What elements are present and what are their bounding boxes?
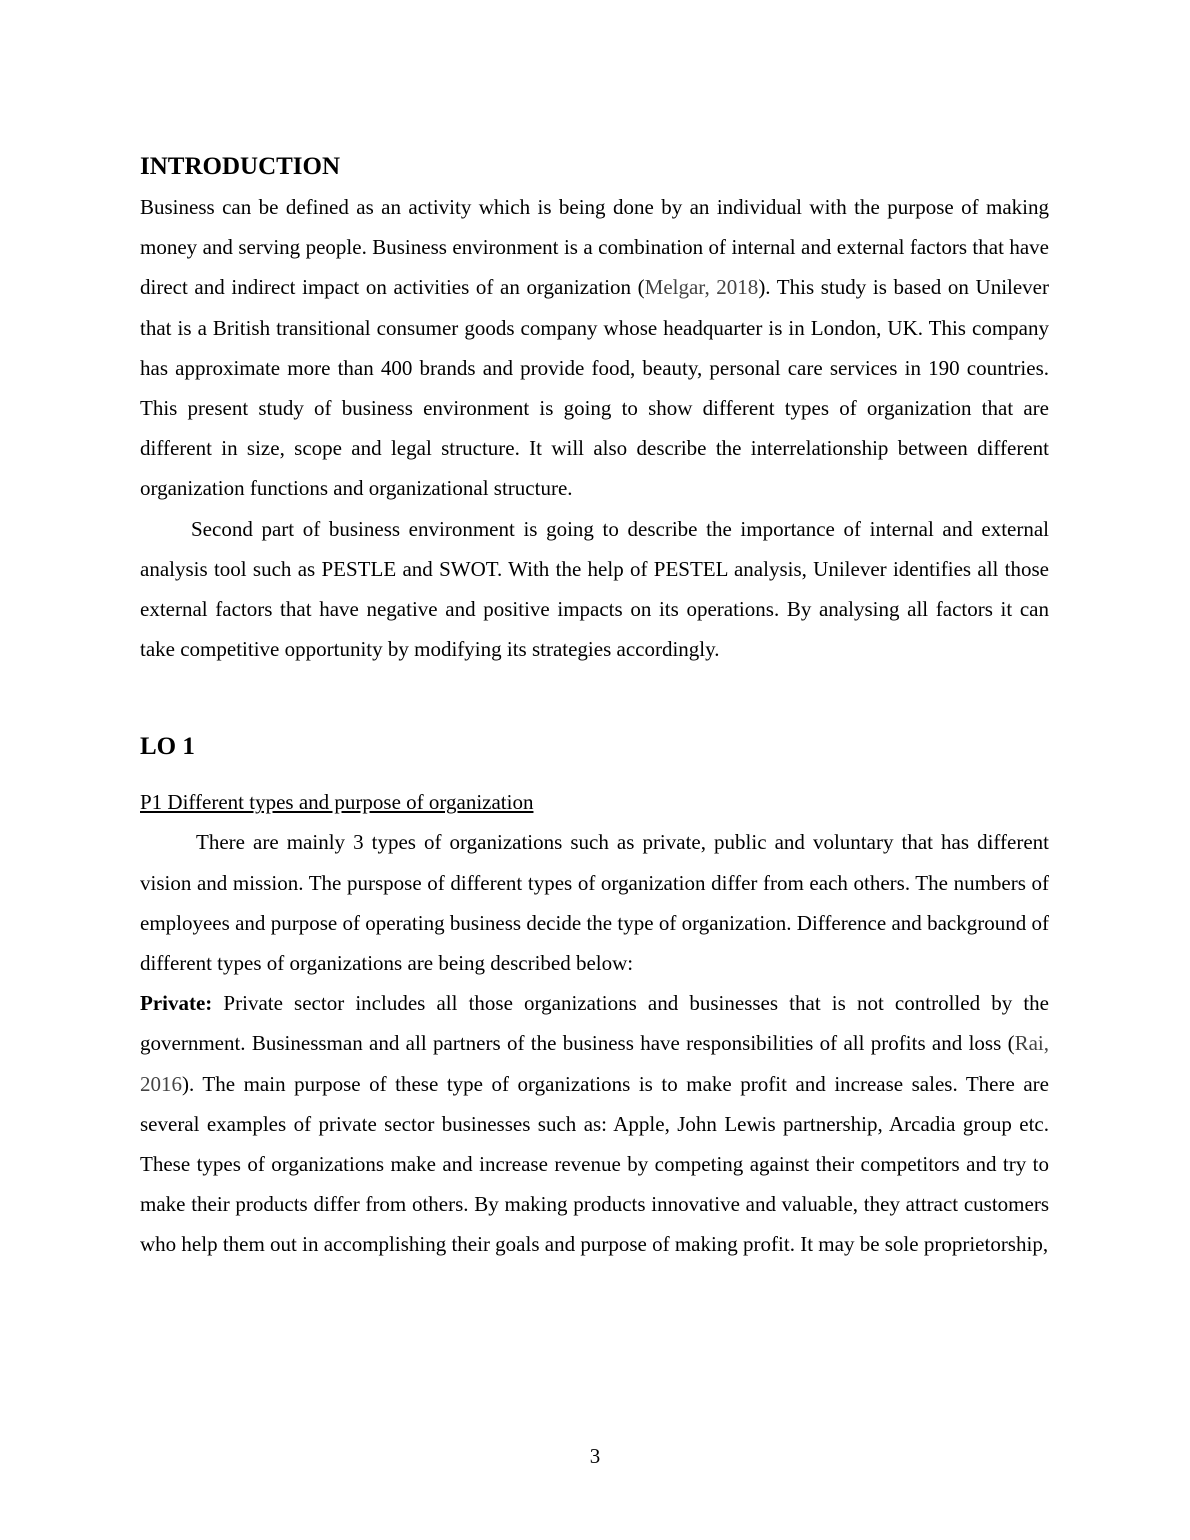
intro-paragraph-1-text-b: ). This study is based on Unilever that is a British transitional consumer goods company whose headquarter is in London, UK. This company has approximate more than 400 brands and provide food, beauty, personal care services in 190 countries. This present study of business environment is going to show different types of organization that are different in size, scope and legal structure. It will also describe the interrelationship between different organization functions and organizational structure. xyxy=(140,275,1049,501)
intro-paragraph-1 xyxy=(140,187,1049,509)
intro-paragraph-1-text-a: Business can be defined as an activity which is being done by an individual with the purpose of making money and serving people. Business environment is a combination of internal and external factors that have direct and indirect impact on activities of an organization ( xyxy=(140,195,1049,300)
introduction-heading: INTRODUCTION xyxy=(140,153,341,180)
page-number: 3 xyxy=(589,1444,601,1468)
private-label: Private: xyxy=(140,991,213,1016)
p1-subheading: P1 Different types and purpose of organization xyxy=(140,790,534,815)
private-text-b: ). The main purpose of these type of organizations is to make profit and increase sales. There are several examples of private sector businesses such as: Apple, John Lewis partnership, Arcadia group etc. These types of organizations make and increase revenue by competing against their competitors and try to make their products differ from others. By making products innovative and valuable, they attract customers who help them out in accomplishing their goals and purpose of making profit. It may be sole proprietorship, xyxy=(140,1071,1049,1257)
lo1-paragraph-1: There are mainly 3 types of organizations such as private, public and voluntary that has different vision and mission. The purspose of different types of organization differ from each others. The numbers of employees and purpose of operating business decide the type of organization. Difference and background of different types of organizations are being described below: xyxy=(140,830,1049,976)
private-paragraph xyxy=(140,983,1049,1264)
page-content xyxy=(140,147,1049,1265)
citation-rai: Rai, 2016 xyxy=(140,1031,1049,1096)
intro-paragraph-2: Second part of business environment is going to describe the importance of internal and external analysis tool such as PESTLE and SWOT. With the help of PESTEL analysis, Unilever identifies all those external factors that have negative and positive impacts on its operations. By analysing all factors it can take competitive opportunity by modifying its strategies accordingly. xyxy=(140,516,1049,662)
lo1-heading: LO 1 xyxy=(140,733,195,761)
citation-melgar: Melgar, 2018 xyxy=(644,275,759,300)
private-text-a: Private sector includes all those organizations and businesses that is not controlled by the government. Businessman and all partners of the business have responsibilities of all profits and loss ( xyxy=(140,991,1049,1056)
